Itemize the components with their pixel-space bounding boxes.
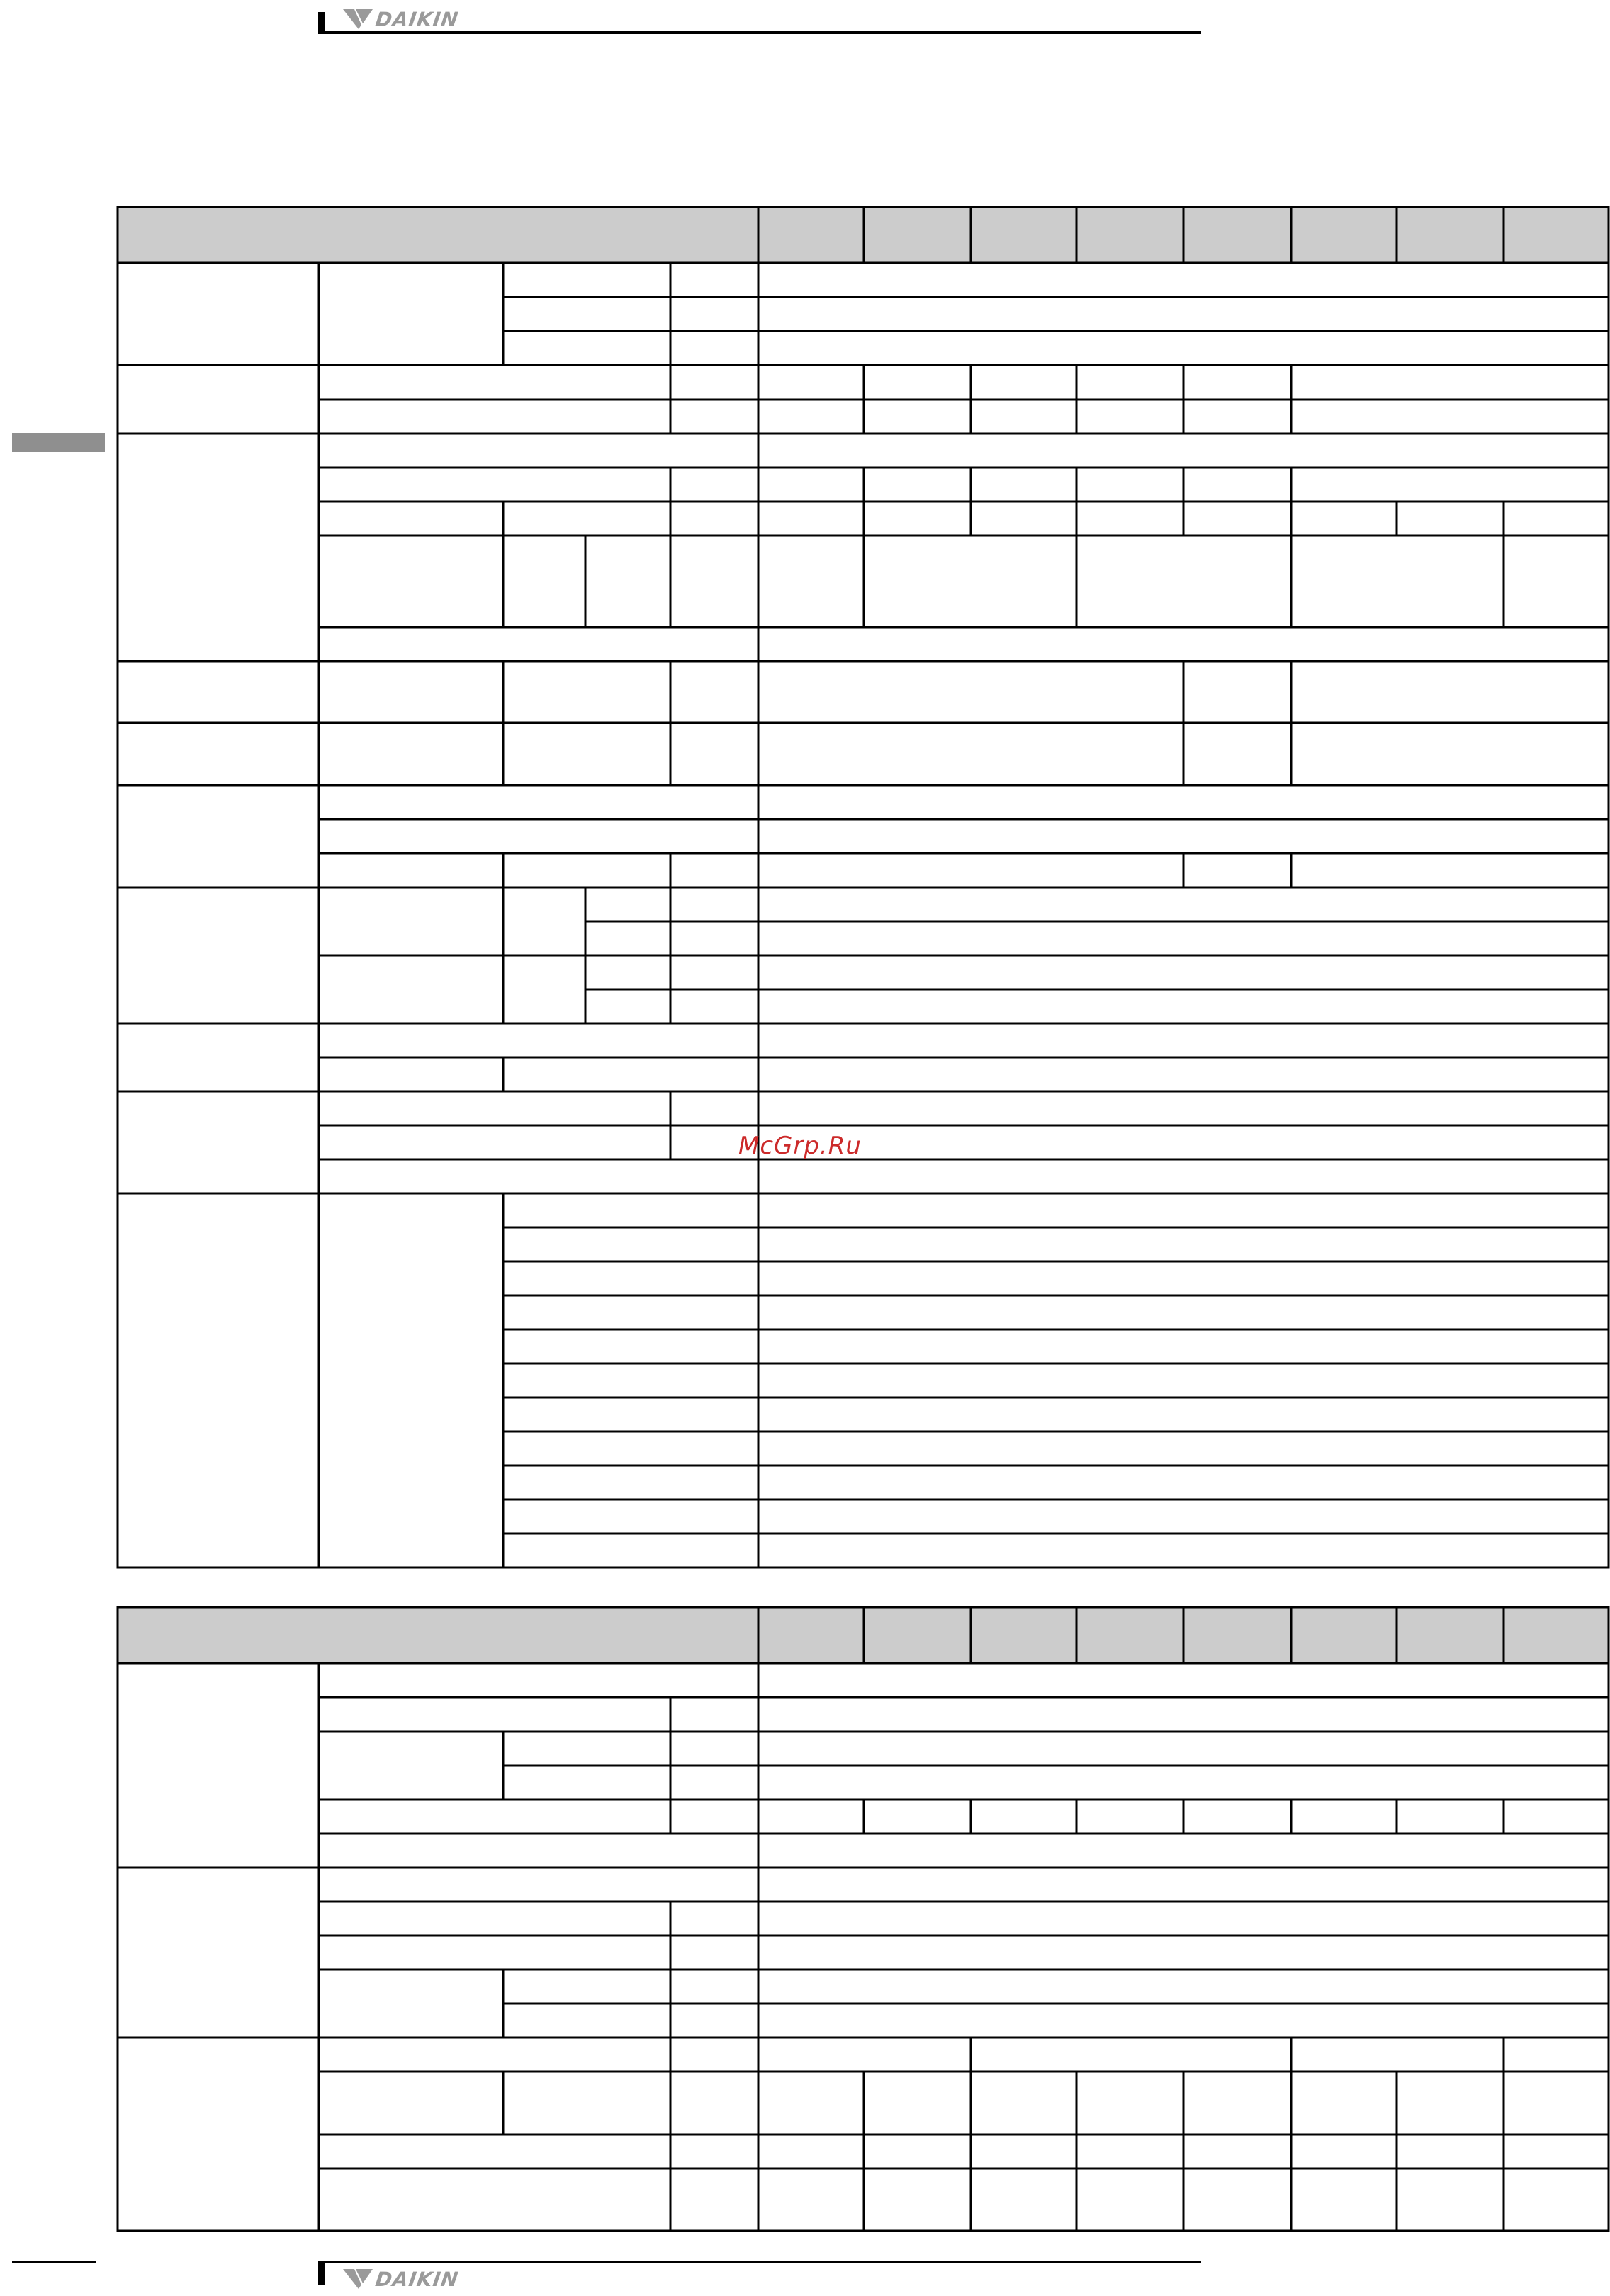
spec-table-2 [118,1607,1609,2231]
daikin-logo-icon [343,2269,373,2289]
header-brand: DAIKIN [373,7,461,31]
footer-brand: DAIKIN [373,2267,461,2291]
footer-left-rule [12,2261,96,2263]
footer-tick [318,2261,325,2285]
spec-table-1 [118,207,1609,1568]
footer-logo [343,2267,461,2291]
watermark: McGrp.Ru [738,1132,862,1160]
footer-rule [318,2261,1201,2263]
